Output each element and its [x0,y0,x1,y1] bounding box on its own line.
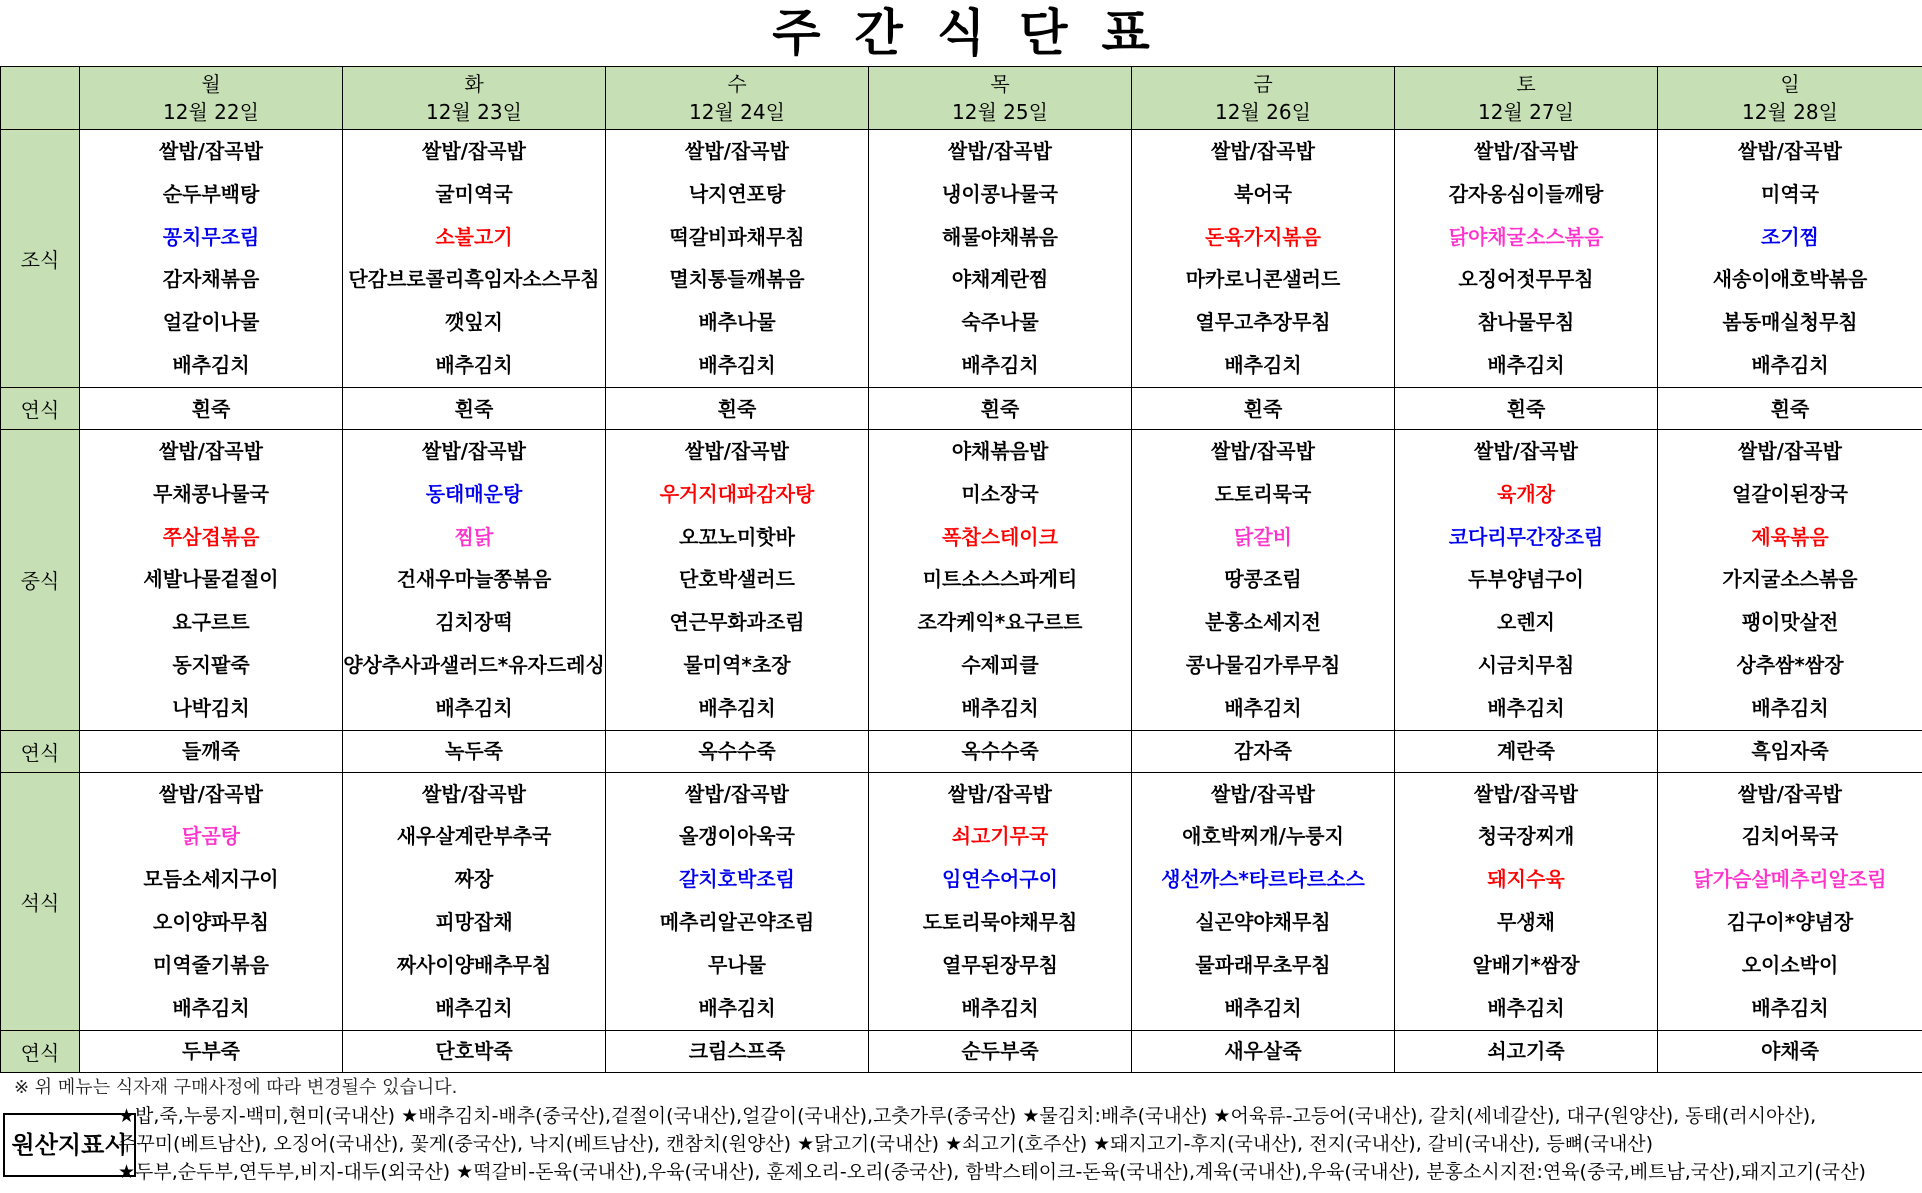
menu-item: 봄동매실청무침 [1722,310,1858,335]
menu-item: 메추리알곤약조림 [659,909,815,934]
day-date: 12월 28일 [1742,100,1838,124]
origin-label: 원산지표시 [3,1113,136,1177]
meal-label: 연식 [1,730,80,772]
menu-item: 쌀밥/잡곡밥 [1738,439,1842,463]
header-corner [1,67,80,130]
menu-cell [1395,430,1658,731]
menu-cell [1395,388,1658,430]
menu-item: 해물야채볶음 [942,224,1058,249]
menu-item: 실곤약야채무침 [1195,909,1331,934]
menu-item: 생선까스*타르타르소스 [1161,867,1365,892]
menu-item: 굴미역국 [435,181,513,206]
menu-item: 흑임자죽 [1751,739,1829,764]
menu-item: 멸치통들깨볶음 [669,267,805,292]
day-name: 금 [1253,72,1273,96]
menu-item: 쌀밥/잡곡밥 [685,139,789,163]
menu-item: 숙주나물 [961,310,1039,335]
day-name: 화 [464,72,484,96]
menu-item: 코다리무간장조림 [1448,524,1604,549]
meal-label: 조식 [1,130,80,388]
menu-item: 쇠고기무국 [951,824,1049,849]
menu-item: 야채죽 [1761,1039,1819,1064]
day-header [343,67,606,130]
day-date: 12월 27일 [1478,100,1574,124]
menu-cell [869,430,1132,731]
menu-item: 참나물무침 [1477,310,1575,335]
menu-cell [869,388,1132,430]
menu-cell [1658,130,1922,388]
menu-item: 배추김치 [961,352,1039,377]
menu-item: 배추김치 [172,995,250,1020]
menu-item: 임연수어구이 [942,867,1058,892]
soft-diet-row [1,388,1922,430]
menu-item: 쌀밥/잡곡밥 [948,139,1052,163]
menu-item: 갈치호박조림 [679,867,795,892]
menu-cell [869,130,1132,388]
menu-cell [1395,130,1658,388]
menu-cell [80,772,343,1030]
menu-item: 쌀밥/잡곡밥 [685,439,789,463]
menu-item: 수제피클 [961,652,1039,677]
day-header [1395,67,1658,130]
day-date: 12월 23일 [426,100,522,124]
menu-item: 도토리묵야채무침 [922,909,1078,934]
menu-item: 짜사이양배추무침 [396,952,552,977]
menu-cell [1658,1030,1922,1072]
menu-item: 쌀밥/잡곡밥 [159,439,263,463]
meal-label: 석식 [1,772,80,1030]
menu-item: 상추쌈*쌈장 [1736,652,1844,677]
meal-row [1,430,1922,731]
menu-item: 새우살계란부추국 [396,824,552,849]
menu-item: 흰죽 [1506,396,1546,421]
menu-cell [343,730,606,772]
menu-item: 배추김치 [1224,695,1302,720]
menu-item: 크림스프죽 [688,1039,786,1064]
menu-item: 쭈삼겹볶음 [162,524,260,549]
menu-item: 열무고추장무침 [1195,310,1331,335]
menu-cell [1658,772,1922,1030]
menu-item: 쇠고기죽 [1487,1039,1565,1064]
menu-cell [869,1030,1132,1072]
menu-item: 쌀밥/잡곡밥 [1474,781,1578,806]
day-header [1132,67,1395,130]
menu-item: 오징어젓무무침 [1458,267,1594,292]
menu-item: 닭곰탕 [182,824,240,849]
menu-item: 흰죽 [1770,396,1810,421]
menu-item: 흰죽 [454,396,494,421]
menu-item: 알배기*쌈장 [1472,952,1580,977]
menu-item: 동태매운탕 [425,481,523,506]
notice-text: ※ 위 메뉴는 식자재 구매사정에 따라 변경될수 있습니다. [14,1077,458,1098]
day-header [80,67,343,130]
menu-item: 감자채볶음 [162,267,260,292]
menu-cell [1132,430,1395,731]
day-date: 12월 22일 [163,100,259,124]
menu-item: 미역줄기볶음 [153,952,269,977]
menu-item: 두부양념구이 [1468,567,1584,592]
menu-item: 쌀밥/잡곡밥 [1211,139,1315,163]
menu-item: 쌀밥/잡곡밥 [422,781,526,806]
menu-item: 낙지연포탕 [688,181,786,206]
menu-item: 배추김치 [1487,995,1565,1020]
menu-cell [80,130,343,388]
menu-item: 감자옹심이들깨탕 [1448,181,1604,206]
menu-item: 계란죽 [1497,739,1555,764]
menu-item: 김구이*양념장 [1726,909,1854,934]
menu-item: 연근무화과조림 [669,610,805,635]
menu-item: 건새우마늘쫑볶음 [396,567,552,592]
menu-item: 흰죽 [717,396,757,421]
day-name: 월 [201,72,221,96]
menu-item: 김치장떡 [435,610,513,635]
menu-cell [1395,772,1658,1030]
menu-item: 소불고기 [435,224,513,249]
menu-cell [80,388,343,430]
menu-cell [606,388,869,430]
menu-item: 새송이애호박볶음 [1712,267,1868,292]
menu-item: 오렌지 [1497,610,1555,635]
menu-item: 배추김치 [961,995,1039,1020]
menu-item: 짜장 [454,867,494,892]
menu-item: 땅콩조림 [1224,567,1302,592]
weekly-menu-table [0,66,1922,1073]
menu-item: 미소장국 [961,481,1039,506]
menu-item: 배추김치 [698,995,776,1020]
menu-item: 쌀밥/잡곡밥 [685,781,789,806]
menu-item: 마카로니콘샐러드 [1185,267,1341,292]
soft-diet-row [1,730,1922,772]
menu-cell [1658,430,1922,731]
menu-item: 쌀밥/잡곡밥 [1211,439,1315,463]
menu-item: 무나물 [708,952,766,977]
menu-item: 오이소박이 [1741,952,1839,977]
day-header [606,67,869,130]
menu-item: 찜닭 [454,524,494,549]
menu-item: 흰죽 [1243,396,1283,421]
menu-item: 우거지대파감자탕 [659,481,815,506]
menu-item: 요구르트 [172,610,250,635]
page-title: 주간식단표 [772,4,1184,62]
menu-item: 쌀밥/잡곡밥 [948,781,1052,806]
menu-item: 닭가슴살메추리알조림 [1693,867,1887,892]
menu-item: 양상추사과샐러드*유자드레싱 [343,652,605,677]
menu-cell [606,772,869,1030]
meal-label: 연식 [1,388,80,430]
day-date: 12월 25일 [952,100,1048,124]
menu-item: 쌀밥/잡곡밥 [422,139,526,163]
menu-item: 두부죽 [182,1039,240,1064]
menu-item: 미역국 [1761,181,1819,206]
menu-item: 배추김치 [172,352,250,377]
menu-cell [1132,388,1395,430]
menu-item: 배추김치 [1751,995,1829,1020]
menu-item: 세발나물겉절이 [143,567,279,592]
menu-item: 팽이맛살전 [1741,610,1839,635]
menu-item: 피망잡채 [435,909,513,934]
menu-item: 배추김치 [435,995,513,1020]
menu-item: 배추김치 [1751,352,1829,377]
menu-item: 배추김치 [698,695,776,720]
meal-label: 연식 [1,1030,80,1072]
menu-item: 녹두죽 [445,739,503,764]
menu-cell [343,430,606,731]
menu-item: 배추김치 [435,352,513,377]
menu-item: 쌀밥/잡곡밥 [1738,139,1842,163]
menu-item: 배추김치 [1487,352,1565,377]
menu-item: 감자죽 [1234,739,1292,764]
menu-item: 모듬소세지구이 [143,867,279,892]
menu-item: 제육볶음 [1751,524,1829,549]
menu-cell [606,130,869,388]
menu-item: 얼갈이된장국 [1732,481,1848,506]
menu-item: 물파래무초무침 [1195,952,1331,977]
menu-item: 돈육가지볶음 [1205,224,1321,249]
menu-item: 조기찜 [1761,224,1819,249]
menu-item: 깻잎지 [445,310,503,335]
menu-item: 북어국 [1234,181,1292,206]
menu-item: 옥수수죽 [698,739,776,764]
menu-cell [1132,1030,1395,1072]
menu-item: 김치어묵국 [1741,824,1839,849]
menu-item: 새우살죽 [1224,1039,1302,1064]
menu-cell [343,388,606,430]
menu-cell [80,430,343,731]
menu-item: 가지굴소스볶음 [1722,567,1858,592]
menu-item: 흰죽 [191,396,231,421]
day-name: 수 [727,72,747,96]
menu-item: 폭찹스테이크 [942,524,1058,549]
menu-item: 오꼬노미핫바 [679,524,795,549]
menu-cell [80,730,343,772]
menu-item: 무생채 [1497,909,1555,934]
menu-item: 들깨죽 [182,739,240,764]
menu-item: 순두부죽 [961,1039,1039,1064]
soft-diet-row [1,1030,1922,1072]
menu-item: 쌀밥/잡곡밥 [159,139,263,163]
menu-item: 올갱이아욱국 [679,824,795,849]
menu-item: 콩나물김가루무침 [1185,652,1341,677]
menu-item: 쌀밥/잡곡밥 [1474,139,1578,163]
day-name: 토 [1516,72,1536,96]
day-date: 12월 26일 [1215,100,1311,124]
menu-item: 청국장찌개 [1477,824,1575,849]
menu-item: 동지팥죽 [172,652,250,677]
menu-cell [1132,130,1395,388]
menu-cell [869,730,1132,772]
menu-cell [343,130,606,388]
menu-item: 배추김치 [698,352,776,377]
menu-cell [1132,772,1395,1030]
meal-row [1,130,1922,388]
menu-cell [1395,730,1658,772]
menu-item: 닭야채굴소스볶음 [1448,224,1604,249]
menu-item: 배추김치 [435,695,513,720]
menu-item: 배추김치 [1487,695,1565,720]
day-name: 일 [1780,72,1800,96]
menu-item: 흰죽 [980,396,1020,421]
menu-cell [343,772,606,1030]
menu-item: 미트소스스파게티 [922,567,1078,592]
origin-line: 주꾸미(베트남산), 오징어(국내산), 꽃게(중국산), 낙지(베트남산), 캔참치(원양산) ★닭고기(국내산) ★쇠고기(호주산) ★돼지고기-후지(국내산), 전지(국내산), 갈비(국내산), 등뼈(국내산) [118,1133,1654,1155]
menu-item: 꽁치무조림 [162,224,260,249]
menu-item: 시금치무침 [1477,652,1575,677]
menu-cell [606,1030,869,1072]
menu-item: 오이양파무침 [153,909,269,934]
menu-cell [606,730,869,772]
menu-cell [606,430,869,731]
menu-item: 야채계란찜 [951,267,1049,292]
menu-item: 단호박죽 [435,1039,513,1064]
menu-item: 배추나물 [698,310,776,335]
menu-item: 옥수수죽 [961,739,1039,764]
menu-cell [869,772,1132,1030]
menu-item: 열무된장무침 [942,952,1058,977]
menu-item: 배추김치 [1224,352,1302,377]
day-name: 목 [990,72,1010,96]
menu-item: 배추김치 [961,695,1039,720]
menu-item: 분홍소세지전 [1205,610,1321,635]
menu-item: 냉이콩나물국 [942,181,1058,206]
day-date: 12월 24일 [689,100,785,124]
day-header [869,67,1132,130]
menu-item: 육개장 [1497,481,1555,506]
menu-item: 배추김치 [1751,695,1829,720]
menu-item: 닭갈비 [1234,524,1292,549]
meal-label: 중식 [1,430,80,731]
menu-item: 도토리묵국 [1214,481,1312,506]
menu-item: 쌀밥/잡곡밥 [1211,781,1315,806]
menu-cell [1658,388,1922,430]
menu-cell [1658,730,1922,772]
menu-item: 무채콩나물국 [153,481,269,506]
menu-item: 쌀밥/잡곡밥 [159,781,263,806]
meal-row [1,772,1922,1030]
menu-item: 쌀밥/잡곡밥 [1474,439,1578,463]
origin-line: ★밥,죽,누룽지-백미,현미(국내산) ★배추김치-배추(중국산),겉절이(국내산),얼갈이(국내산),고춧가루(중국산) ★물김치:배추(국내산) ★어육류-고등어(국내산), 갈치(세네갈산), 대구(원양산), 동태(러시아산), [118,1105,1817,1127]
menu-item: 조각케익*요구르트 [917,610,1083,635]
menu-item: 떡갈비파채무침 [669,224,805,249]
origin-line: ★두부,순두부,연두부,비지-대두(외국산) ★떡갈비-돈육(국내산),우육(국내산), 훈제오리-오리(중국산), 함박스테이크-돈육(국내산),계육(국내산),우육(국내산), 분홍소시지전:연육(중국,베트남,국산),돼지고기(국산) [118,1161,1866,1183]
menu-cell [1395,1030,1658,1072]
menu-item: 쌀밥/잡곡밥 [1738,781,1842,806]
menu-cell [80,1030,343,1072]
day-header [1658,67,1922,130]
menu-item: 배추김치 [1224,995,1302,1020]
menu-cell [343,1030,606,1072]
menu-item: 얼갈이나물 [162,310,260,335]
menu-item: 돼지수육 [1487,867,1565,892]
menu-item: 야채볶음밥 [951,439,1049,463]
header-row [1,67,1922,130]
menu-cell [1132,730,1395,772]
menu-item: 나박김치 [172,695,250,720]
menu-item: 단호박샐러드 [679,567,795,592]
menu-item: 애호박찌개/누룽지 [1182,824,1344,849]
menu-item: 단감브로콜리흑임자소스무침 [348,267,600,292]
menu-item: 물미역*초장 [683,652,791,677]
menu-item: 쌀밥/잡곡밥 [422,439,526,463]
menu-item: 순두부백탕 [162,181,260,206]
origin-info [118,1102,1918,1186]
